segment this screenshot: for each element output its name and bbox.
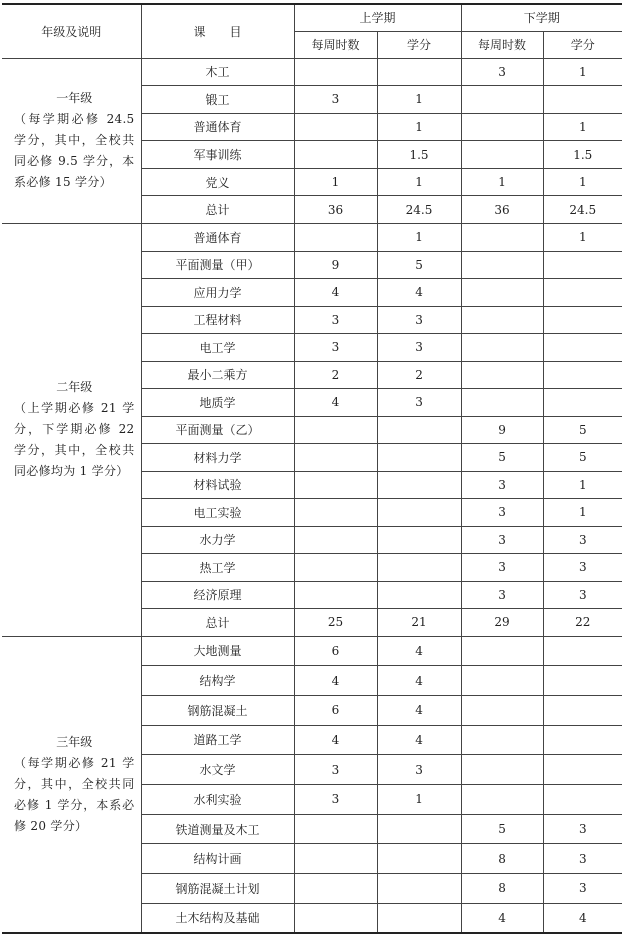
second-term-hours xyxy=(461,224,543,252)
first-term-credits xyxy=(377,844,461,874)
first-term-hours xyxy=(294,526,377,554)
second-term-credits xyxy=(543,86,622,114)
second-term-credits: 3 xyxy=(543,554,622,582)
second-term-hours xyxy=(461,113,543,141)
second-term-hours xyxy=(461,361,543,389)
second-term-credits-header: 学分 xyxy=(543,31,622,58)
course-name: 水力学 xyxy=(141,526,294,554)
first-term-hours xyxy=(294,814,377,844)
second-term-hours xyxy=(461,785,543,815)
course-name: 军事训练 xyxy=(141,141,294,169)
grade-title: 一年级 xyxy=(56,91,93,106)
second-term-hours: 8 xyxy=(461,844,543,874)
first-term-credits: 1 xyxy=(377,224,461,252)
first-term-hours: 3 xyxy=(294,755,377,785)
second-term-credits: 3 xyxy=(543,844,622,874)
second-term-credits xyxy=(543,334,622,362)
course-name: 普通体育 xyxy=(141,224,294,252)
course-name: 结构学 xyxy=(141,666,294,696)
course-name: 材料试验 xyxy=(141,471,294,499)
course-name: 水文学 xyxy=(141,755,294,785)
second-term-hours-header: 每周时数 xyxy=(461,31,543,58)
first-term-hours: 4 xyxy=(294,389,377,417)
second-term-credits: 3 xyxy=(543,874,622,904)
first-term-hours: 25 xyxy=(294,609,377,637)
first-term-hours xyxy=(294,471,377,499)
second-term-credits xyxy=(543,389,622,417)
first-term-hours: 3 xyxy=(294,86,377,114)
second-term-hours: 5 xyxy=(461,444,543,472)
second-term-hours: 3 xyxy=(461,499,543,527)
first-term-hours xyxy=(294,554,377,582)
first-term-credits xyxy=(377,581,461,609)
second-term-credits: 3 xyxy=(543,526,622,554)
second-term-hours xyxy=(461,86,543,114)
second-term-credits xyxy=(543,666,622,696)
first-term-hours-header: 每周时数 xyxy=(294,31,377,58)
first-term-credits xyxy=(377,874,461,904)
first-term-hours: 6 xyxy=(294,636,377,666)
second-term-credits xyxy=(543,636,622,666)
course-name: 最小二乘方 xyxy=(141,361,294,389)
second-term-hours: 1 xyxy=(461,168,543,196)
second-term-credits: 3 xyxy=(543,814,622,844)
first-term-credits: 3 xyxy=(377,306,461,334)
second-term-credits: 3 xyxy=(543,581,622,609)
first-term-header: 上学期 xyxy=(294,4,461,31)
second-term-credits: 4 xyxy=(543,903,622,933)
grade-header: 年级及说明 xyxy=(2,4,141,58)
first-term-credits xyxy=(377,554,461,582)
second-term-hours xyxy=(461,306,543,334)
second-term-hours xyxy=(461,334,543,362)
second-term-credits: 1 xyxy=(543,499,622,527)
second-term-hours: 29 xyxy=(461,609,543,637)
first-term-credits: 4 xyxy=(377,695,461,725)
second-term-credits: 1 xyxy=(543,113,622,141)
second-term-credits: 22 xyxy=(543,609,622,637)
curriculum-table xyxy=(2,3,622,934)
first-term-credits xyxy=(377,499,461,527)
second-term-credits: 1 xyxy=(543,224,622,252)
course-name: 电工实验 xyxy=(141,499,294,527)
course-name: 总计 xyxy=(141,196,294,224)
grade-description xyxy=(2,58,141,224)
first-term-credits: 4 xyxy=(377,636,461,666)
course-name: 热工学 xyxy=(141,554,294,582)
grade-note: （上学期必修 21 学分，下学期必修 22 学分，其中，全校共同必修均为 1 学分） xyxy=(14,401,135,479)
second-term-credits xyxy=(543,755,622,785)
first-term-hours xyxy=(294,874,377,904)
first-term-credits xyxy=(377,526,461,554)
second-term-credits: 1 xyxy=(543,58,622,86)
first-term-hours: 3 xyxy=(294,306,377,334)
first-term-credits xyxy=(377,444,461,472)
table-body xyxy=(2,58,622,933)
second-term-credits xyxy=(543,251,622,279)
first-term-hours: 3 xyxy=(294,785,377,815)
course-name: 钢筋混凝土计划 xyxy=(141,874,294,904)
first-term-credits: 3 xyxy=(377,389,461,417)
first-term-hours xyxy=(294,581,377,609)
second-term-hours: 3 xyxy=(461,526,543,554)
first-term-hours: 1 xyxy=(294,168,377,196)
second-term-hours: 4 xyxy=(461,903,543,933)
first-term-credits: 2 xyxy=(377,361,461,389)
course-name: 电工学 xyxy=(141,334,294,362)
second-term-hours: 3 xyxy=(461,471,543,499)
second-term-hours xyxy=(461,666,543,696)
second-term-credits: 1 xyxy=(543,168,622,196)
second-term-hours: 9 xyxy=(461,416,543,444)
course-name: 铁道测量及木工 xyxy=(141,814,294,844)
second-term-hours: 3 xyxy=(461,581,543,609)
first-term-credits: 3 xyxy=(377,334,461,362)
grade-description xyxy=(2,224,141,637)
first-term-credits: 1 xyxy=(377,86,461,114)
first-term-hours: 9 xyxy=(294,251,377,279)
first-term-credits: 4 xyxy=(377,666,461,696)
grade-description xyxy=(2,636,141,933)
second-term-hours xyxy=(461,725,543,755)
first-term-hours xyxy=(294,844,377,874)
second-term-hours: 36 xyxy=(461,196,543,224)
first-term-hours: 3 xyxy=(294,334,377,362)
course-name: 应用力学 xyxy=(141,279,294,307)
first-term-hours xyxy=(294,416,377,444)
first-term-credits xyxy=(377,903,461,933)
course-name: 党义 xyxy=(141,168,294,196)
first-term-credits: 3 xyxy=(377,755,461,785)
first-term-credits: 5 xyxy=(377,251,461,279)
course-name: 工程材料 xyxy=(141,306,294,334)
course-name: 水利实验 xyxy=(141,785,294,815)
first-term-hours: 2 xyxy=(294,361,377,389)
second-term-hours xyxy=(461,755,543,785)
course-name: 大地测量 xyxy=(141,636,294,666)
second-term-hours: 3 xyxy=(461,58,543,86)
second-term-credits: 5 xyxy=(543,416,622,444)
first-term-hours xyxy=(294,444,377,472)
course-name: 锻工 xyxy=(141,86,294,114)
second-term-hours xyxy=(461,389,543,417)
first-term-credits xyxy=(377,814,461,844)
second-term-credits xyxy=(543,695,622,725)
second-term-hours: 3 xyxy=(461,554,543,582)
first-term-hours: 4 xyxy=(294,666,377,696)
second-term-hours xyxy=(461,279,543,307)
first-term-hours xyxy=(294,224,377,252)
grade-title: 二年级 xyxy=(56,380,93,395)
first-term-credits: 4 xyxy=(377,279,461,307)
course-name: 平面测量（乙） xyxy=(141,416,294,444)
first-term-hours: 36 xyxy=(294,196,377,224)
first-term-credits: 1 xyxy=(377,113,461,141)
second-term-credits: 24.5 xyxy=(543,196,622,224)
second-term-hours xyxy=(461,141,543,169)
first-term-credits: 1 xyxy=(377,785,461,815)
first-term-credits xyxy=(377,58,461,86)
course-name: 平面测量（甲） xyxy=(141,251,294,279)
second-term-credits xyxy=(543,725,622,755)
first-term-hours xyxy=(294,141,377,169)
course-name: 土木结构及基础 xyxy=(141,903,294,933)
course-name: 地质学 xyxy=(141,389,294,417)
second-term-header: 下学期 xyxy=(461,4,622,31)
second-term-hours: 5 xyxy=(461,814,543,844)
course-name: 结构计画 xyxy=(141,844,294,874)
second-term-hours xyxy=(461,636,543,666)
first-term-credits: 21 xyxy=(377,609,461,637)
first-term-hours xyxy=(294,113,377,141)
first-term-credits-header: 学分 xyxy=(377,31,461,58)
second-term-hours xyxy=(461,695,543,725)
first-term-credits: 1 xyxy=(377,168,461,196)
table-row xyxy=(2,58,622,86)
second-term-hours: 8 xyxy=(461,874,543,904)
course-name: 钢筋混凝土 xyxy=(141,695,294,725)
course-name: 经济原理 xyxy=(141,581,294,609)
first-term-credits: 4 xyxy=(377,725,461,755)
first-term-credits xyxy=(377,416,461,444)
course-name: 道路工学 xyxy=(141,725,294,755)
second-term-hours xyxy=(461,251,543,279)
first-term-hours: 4 xyxy=(294,725,377,755)
course-header: 课 目 xyxy=(141,4,294,58)
first-term-hours xyxy=(294,903,377,933)
first-term-hours: 6 xyxy=(294,695,377,725)
table-row xyxy=(2,636,622,666)
course-name: 木工 xyxy=(141,58,294,86)
first-term-credits: 24.5 xyxy=(377,196,461,224)
second-term-credits xyxy=(543,785,622,815)
second-term-credits xyxy=(543,279,622,307)
second-term-credits: 1 xyxy=(543,471,622,499)
second-term-credits xyxy=(543,306,622,334)
second-term-credits: 1.5 xyxy=(543,141,622,169)
grade-note: （每学期必修 24.5 学分，其中，全校共同必修 9.5 学分，本系必修 15 学分） xyxy=(14,112,135,190)
course-name: 材料力学 xyxy=(141,444,294,472)
course-name: 普通体育 xyxy=(141,113,294,141)
course-name: 总计 xyxy=(141,609,294,637)
first-term-credits xyxy=(377,471,461,499)
grade-note: （每学期必修 21 学分，其中，全校共同必修 1 学分，本系必修 20 学分） xyxy=(14,755,135,833)
table-row xyxy=(2,224,622,252)
second-term-credits xyxy=(543,361,622,389)
first-term-hours xyxy=(294,499,377,527)
second-term-credits: 5 xyxy=(543,444,622,472)
first-term-hours xyxy=(294,58,377,86)
grade-title: 三年级 xyxy=(56,734,93,749)
first-term-credits: 1.5 xyxy=(377,141,461,169)
first-term-hours: 4 xyxy=(294,279,377,307)
